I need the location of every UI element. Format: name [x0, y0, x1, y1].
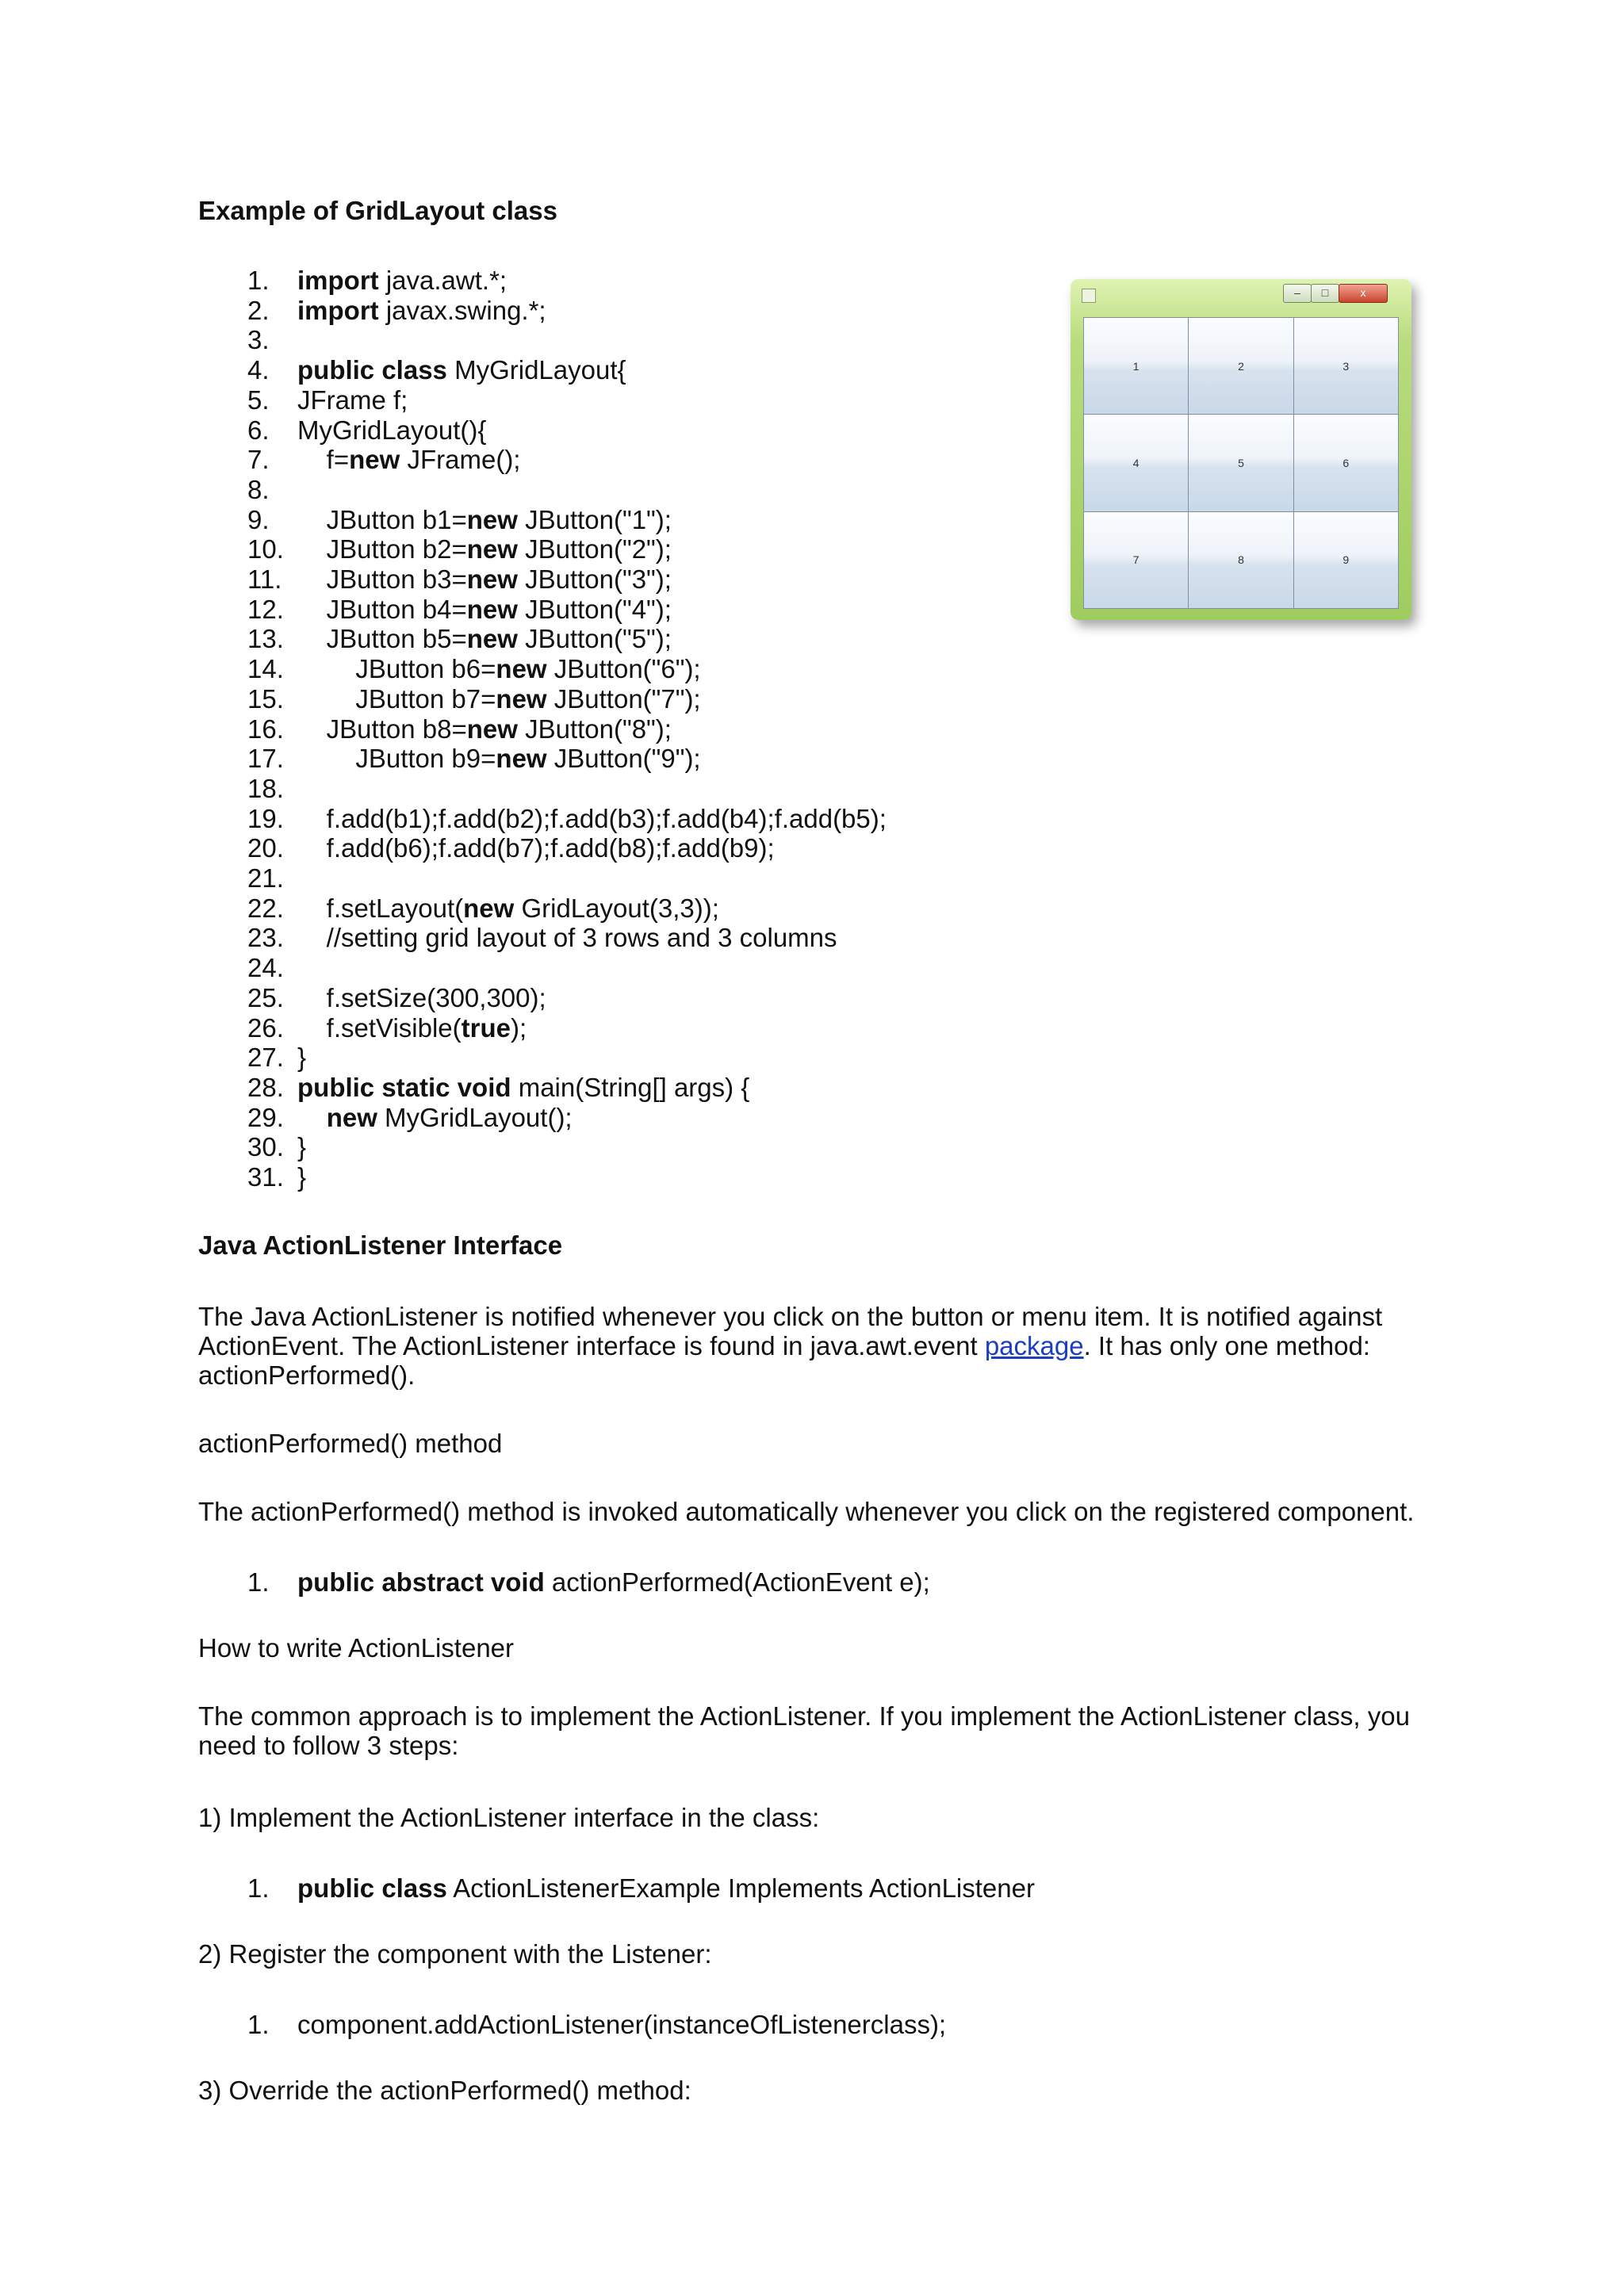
line-number: 11. — [247, 564, 282, 594]
code-keyword: new — [466, 504, 518, 534]
code-token: JButton("2"); — [517, 534, 672, 564]
code-text — [297, 714, 672, 744]
code-line-30 — [0, 1132, 1427, 1162]
code-line-14 — [0, 654, 1427, 684]
code-keyword: new — [466, 714, 518, 744]
grid-button-6: 6 — [1294, 415, 1398, 511]
code-text — [297, 744, 701, 774]
code-token: JButton("5"); — [517, 624, 672, 654]
code-text — [297, 1162, 306, 1192]
code-keyword: new — [466, 624, 518, 654]
code-text — [297, 983, 546, 1013]
code-keyword: import — [297, 266, 379, 295]
code-text — [297, 684, 701, 714]
grid-button-5: 5 — [1189, 415, 1293, 511]
grid-button-3: 3 — [1294, 318, 1398, 414]
code-text — [297, 654, 701, 684]
window-titlebar — [1071, 279, 1411, 311]
line-number: 1. — [247, 1873, 270, 1903]
code-line-18 — [0, 774, 1427, 804]
line-number: 21. — [247, 863, 284, 893]
line-number: 7. — [247, 445, 270, 475]
code-token: JButton b1= — [297, 504, 467, 534]
code-line-13 — [0, 624, 1427, 654]
code-text — [297, 1073, 749, 1103]
minimize-icon: – — [1283, 284, 1312, 303]
code-line-27 — [0, 1043, 1427, 1073]
grid-button-7: 7 — [1084, 512, 1188, 608]
code-text — [297, 833, 775, 863]
code-text — [297, 894, 719, 924]
code-keyword: public static void — [297, 1072, 511, 1102]
line-number: 10. — [247, 534, 284, 564]
code-text — [297, 266, 507, 296]
code-line-24 — [0, 953, 1427, 983]
line-number: 22. — [247, 893, 284, 923]
code-keyword: true — [461, 1012, 511, 1043]
code-line-31 — [0, 1162, 1427, 1192]
code-token: ActionListenerExample Implements ActionListener — [446, 1873, 1035, 1903]
actionperformed-description: The actionPerformed() method is invoked automatically whenever you click on the registered component. — [198, 1497, 1415, 1526]
line-number: 3. — [247, 325, 270, 355]
package-link[interactable]: package — [984, 1331, 1084, 1360]
code-token: JButton("3"); — [517, 564, 672, 594]
code-line-actionperformed — [0, 1567, 1427, 1598]
code-token: JButton b3= — [297, 564, 467, 594]
code-token: component.addActionListener(instanceOfListenerclass); — [297, 2010, 947, 2039]
code-token: JButton b4= — [297, 594, 467, 624]
actionlistener-description — [198, 1302, 1435, 1390]
code-line-19 — [0, 804, 1427, 834]
code-text — [297, 804, 887, 834]
code-text — [297, 624, 672, 654]
code-line-16 — [0, 714, 1427, 744]
gridlayout-example-heading: Example of GridLayout class — [198, 196, 557, 225]
code-token: f.setVisible( — [297, 1012, 462, 1043]
code-text — [297, 564, 672, 595]
code-text — [297, 1873, 1035, 1904]
line-number: 1. — [247, 266, 270, 295]
code-token: ); — [510, 1012, 527, 1043]
line-number: 18. — [247, 773, 284, 803]
code-line-28 — [0, 1073, 1427, 1103]
code-token: JButton b9= — [297, 744, 496, 774]
code-text — [297, 595, 672, 625]
line-number: 8. — [247, 474, 270, 504]
line-number: 12. — [247, 594, 284, 624]
code-line-23 — [0, 923, 1427, 953]
code-keyword: new — [496, 683, 547, 714]
step-3-text: 3) Override the actionPerformed() method: — [198, 2076, 691, 2105]
howto-heading: How to write ActionListener — [198, 1633, 515, 1663]
line-number: 29. — [247, 1102, 284, 1132]
code-token: JButton b7= — [297, 683, 496, 714]
line-number: 1. — [247, 2010, 270, 2039]
para1-text-before: The Java ActionListener is notified whenever you click on the button or menu item. It is notified against ActionEvent. The ActionListener interface is found in java.awt.event — [198, 1302, 1383, 1360]
line-number: 24. — [247, 953, 284, 983]
app-icon — [1082, 289, 1096, 303]
line-number: 15. — [247, 683, 284, 714]
grid-button-8: 8 — [1189, 512, 1293, 608]
step-1-text: 1) Implement the ActionListener interface in the class: — [198, 1803, 820, 1832]
code-text — [297, 1132, 306, 1162]
line-number: 13. — [247, 624, 284, 654]
grid-button-4: 4 — [1084, 415, 1188, 511]
code-token: f.add(b6);f.add(b7);f.add(b8);f.add(b9); — [297, 833, 775, 863]
actionlistener-heading: Java ActionListener Interface — [198, 1230, 563, 1260]
code-line-26 — [0, 1013, 1427, 1043]
code-line-29 — [0, 1103, 1427, 1133]
code-line-register — [0, 2010, 1427, 2040]
code-keyword: import — [297, 295, 379, 325]
code-token: JButton b5= — [297, 624, 467, 654]
code-token: JFrame(); — [400, 445, 521, 475]
code-token: MyGridLayout(); — [377, 1102, 573, 1132]
gridlayout-window-screenshot — [1071, 279, 1411, 620]
code-token: JButton("7"); — [546, 683, 701, 714]
code-token: main(String[] args) { — [511, 1072, 750, 1102]
code-line-25 — [0, 983, 1427, 1013]
maximize-icon: □ — [1311, 284, 1339, 303]
line-number: 19. — [247, 803, 284, 833]
code-token: GridLayout(3,3)); — [514, 893, 719, 923]
code-text — [297, 1103, 573, 1133]
howto-description: The common approach is to implement the ActionListener. If you implement the ActionListener class, you need to follow 3 steps: — [198, 1701, 1410, 1760]
code-token: JButton b8= — [297, 714, 467, 744]
close-icon: x — [1339, 284, 1388, 303]
code-text — [297, 385, 408, 415]
code-token: JButton("1"); — [517, 504, 672, 534]
actionperformed-heading: actionPerformed() method — [198, 1429, 503, 1458]
code-token: JButton b2= — [297, 534, 467, 564]
line-number: 17. — [247, 744, 284, 774]
code-token: } — [297, 1162, 307, 1192]
line-number: 28. — [247, 1072, 284, 1102]
code-text — [297, 1567, 930, 1598]
grid-button-2: 2 — [1189, 318, 1293, 414]
code-token — [297, 1103, 327, 1132]
code-keyword: new — [496, 744, 547, 774]
code-token: MyGridLayout{ — [446, 355, 626, 385]
code-token: JButton("9"); — [546, 744, 701, 774]
code-token: } — [297, 1043, 307, 1073]
code-token: java.awt.*; — [378, 266, 508, 295]
line-number: 2. — [247, 295, 270, 325]
code-line-15 — [0, 684, 1427, 714]
code-token: JButton b6= — [297, 654, 496, 684]
code-keyword: new — [496, 654, 547, 684]
line-number: 4. — [247, 355, 270, 385]
code-text — [297, 2010, 946, 2040]
code-text — [297, 355, 626, 385]
code-text — [297, 505, 672, 535]
line-number: 25. — [247, 982, 284, 1012]
code-text — [297, 296, 546, 326]
code-token: //setting grid layout of 3 rows and 3 columns — [297, 923, 837, 953]
line-number: 27. — [247, 1043, 284, 1073]
step-2-text: 2) Register the component with the Listener: — [198, 1939, 712, 1969]
line-number: 6. — [247, 415, 270, 445]
code-token: f.setLayout( — [297, 893, 464, 923]
button-grid — [1083, 317, 1399, 609]
code-text — [297, 534, 672, 564]
line-number: 30. — [247, 1132, 284, 1162]
code-line-implements — [0, 1873, 1427, 1904]
code-keyword: new — [349, 445, 400, 475]
code-line-21 — [0, 863, 1427, 894]
code-token: JFrame f; — [297, 385, 408, 415]
para1-text-after: . It has only one method: actionPerformed(). — [198, 1331, 1370, 1390]
code-line-20 — [0, 833, 1427, 863]
line-number: 26. — [247, 1012, 284, 1043]
line-number: 14. — [247, 654, 284, 684]
line-number: 16. — [247, 714, 284, 744]
code-token: f.add(b1);f.add(b2);f.add(b3);f.add(b4);f.add(b5); — [297, 803, 887, 833]
grid-button-1: 1 — [1084, 318, 1188, 414]
code-keyword: new — [466, 534, 518, 564]
code-keyword: public abstract void — [297, 1567, 545, 1597]
code-text — [297, 445, 520, 475]
line-number: 5. — [247, 385, 270, 415]
line-number: 20. — [247, 833, 284, 863]
code-keyword: new — [463, 893, 515, 923]
code-token: actionPerformed(ActionEvent e); — [544, 1567, 930, 1597]
code-text — [297, 415, 486, 446]
line-number: 31. — [247, 1162, 284, 1192]
code-token: JButton("8"); — [517, 714, 672, 744]
code-keyword: new — [326, 1102, 377, 1132]
code-keyword: public class — [297, 1873, 447, 1903]
line-number: 1. — [247, 1567, 270, 1597]
code-keyword: new — [466, 564, 518, 594]
line-number: 23. — [247, 923, 284, 953]
code-line-17 — [0, 744, 1427, 774]
code-token: f= — [297, 445, 350, 475]
code-token: JButton("6"); — [546, 654, 701, 684]
grid-button-9: 9 — [1294, 512, 1398, 608]
code-token: MyGridLayout(){ — [297, 415, 487, 445]
code-keyword: new — [466, 594, 518, 624]
code-token: javax.swing.*; — [378, 295, 546, 325]
code-text — [297, 1043, 306, 1073]
code-keyword: public class — [297, 355, 447, 385]
code-line-22 — [0, 894, 1427, 924]
code-text — [297, 1013, 527, 1043]
code-token: } — [297, 1132, 307, 1162]
code-token: JButton("4"); — [517, 594, 672, 624]
line-number: 9. — [247, 504, 270, 534]
code-token: f.setSize(300,300); — [297, 982, 546, 1012]
code-text — [297, 923, 837, 953]
